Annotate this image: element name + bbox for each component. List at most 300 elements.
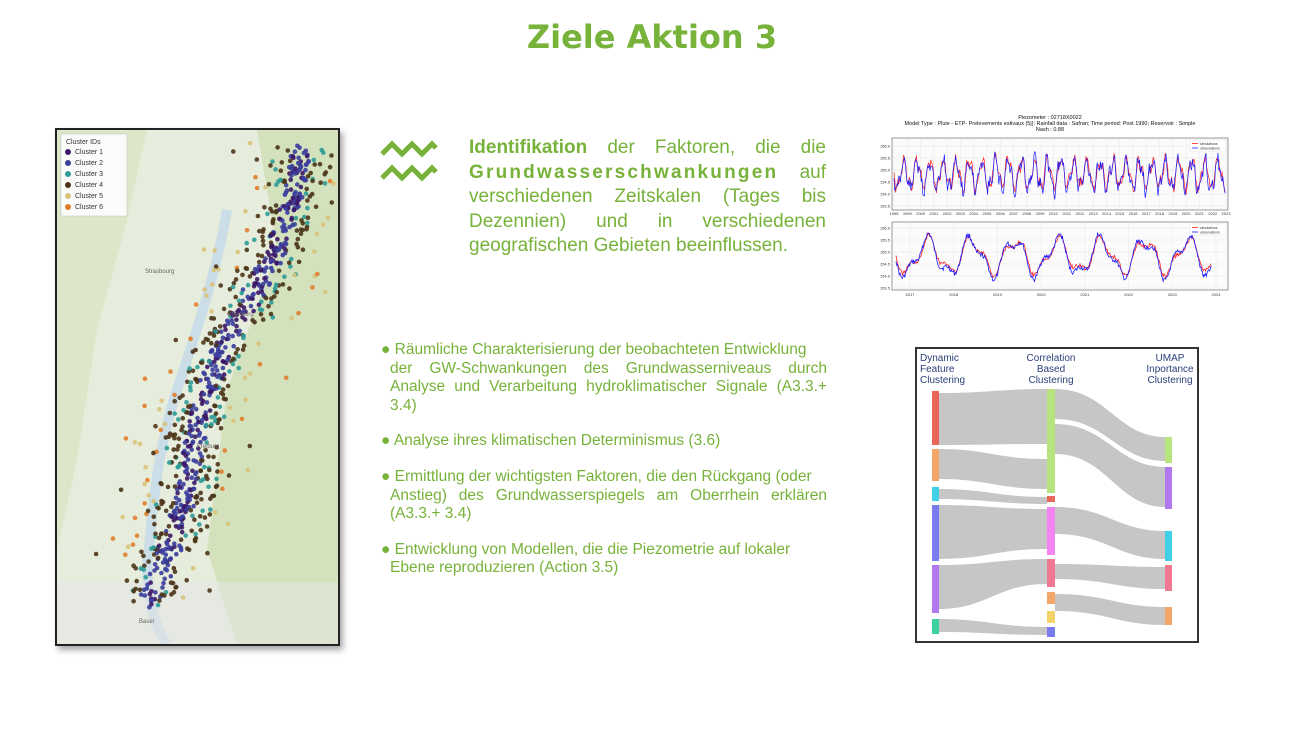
map-point	[300, 195, 305, 200]
ts-top-ytick: 156.0	[879, 143, 890, 149]
map-point	[248, 141, 253, 146]
map-point	[222, 396, 227, 401]
place-label: Basel	[139, 619, 155, 625]
map-point	[193, 348, 198, 353]
legend-obs: observations	[1200, 146, 1220, 151]
map-point	[215, 368, 220, 373]
map-point	[284, 236, 289, 241]
map-point	[172, 590, 177, 595]
map-point	[179, 546, 184, 551]
map-point	[289, 173, 294, 178]
map-point	[176, 417, 181, 422]
map-point	[216, 347, 221, 352]
map-point	[268, 281, 273, 286]
map-point	[300, 171, 305, 176]
map-point	[314, 205, 319, 210]
map-point	[153, 590, 158, 595]
map-point	[206, 377, 211, 382]
map-point	[202, 247, 207, 252]
map-point	[249, 304, 254, 309]
wave-icon	[380, 138, 438, 188]
map-point	[209, 422, 214, 427]
bullet-line: ● Ermittlung der wichtigsten Faktoren, die den Rückgang (oder	[381, 467, 812, 485]
map-point	[231, 285, 236, 290]
map-point	[146, 509, 151, 514]
map-point	[159, 532, 164, 537]
map-point	[197, 522, 202, 527]
map-point	[194, 407, 199, 412]
map-point	[202, 392, 207, 397]
map-point	[291, 154, 296, 159]
ts-top-xtick: 2023	[1221, 211, 1231, 216]
intro-rest: auf verschiedenen Zeitskalen (Tages bis Dezennien) und in verschiedenen geografischen Gebieten beeinflussen.	[469, 161, 826, 256]
map-point	[204, 417, 209, 422]
map-point	[231, 357, 236, 362]
intro-text	[469, 136, 826, 259]
map-point	[205, 477, 210, 482]
ts-top-xtick: 2018	[1155, 211, 1165, 216]
map-point	[149, 602, 154, 607]
map-point	[158, 481, 163, 486]
map-point	[179, 537, 184, 542]
map-point	[189, 380, 194, 385]
map-point	[178, 516, 183, 521]
map-point	[310, 192, 315, 197]
legend-obs: observations	[1200, 230, 1220, 235]
map-point	[255, 277, 260, 282]
map-point	[284, 376, 289, 381]
map-point	[187, 366, 192, 371]
map-point	[210, 282, 215, 287]
map-point	[312, 158, 317, 163]
map-point	[287, 260, 292, 265]
map-point	[328, 165, 333, 170]
map-point	[269, 266, 274, 271]
map-point	[283, 227, 288, 232]
map-point	[195, 416, 200, 421]
map-point	[289, 316, 294, 321]
map-point	[120, 515, 125, 520]
map-point	[209, 350, 214, 355]
map-point	[125, 578, 130, 583]
map-point	[172, 399, 177, 404]
map-point	[296, 156, 301, 161]
map-point	[269, 312, 274, 317]
map-point	[205, 365, 210, 370]
map-point	[189, 447, 194, 452]
ts-bottom-xtick: 2021	[1080, 292, 1090, 297]
ts-top-xtick: 2001	[929, 211, 939, 216]
sankey-col3-label: UMAP Inportance Clustering	[1146, 353, 1194, 386]
map-point	[310, 285, 315, 290]
map-point	[212, 333, 217, 338]
map-point	[186, 410, 191, 415]
map-point	[205, 551, 210, 556]
map-point	[280, 218, 285, 223]
map-point	[139, 550, 144, 555]
map-point	[173, 455, 178, 460]
map-point	[312, 249, 317, 254]
map-point	[195, 365, 200, 370]
map-point	[231, 149, 236, 154]
map-point	[180, 424, 185, 429]
map-point	[252, 284, 257, 289]
map-point	[206, 338, 211, 343]
map-point	[274, 203, 279, 208]
svg-text:Cluster 5: Cluster 5	[75, 193, 104, 200]
map-point	[227, 369, 232, 374]
map-point	[193, 532, 198, 537]
map-point	[199, 528, 204, 533]
map-point	[222, 415, 227, 420]
map-point	[277, 207, 282, 212]
map-point	[165, 446, 170, 451]
map-point	[162, 593, 167, 598]
ts-title-1: Piezometer : 02718X0022	[1018, 115, 1082, 121]
map-point	[192, 487, 197, 492]
map-point	[275, 237, 280, 242]
map-point	[296, 199, 301, 204]
map-point	[261, 282, 266, 287]
bullet-item	[381, 468, 827, 524]
map-point	[156, 556, 161, 561]
map-point	[222, 448, 227, 453]
map-point	[153, 424, 158, 429]
map-point	[193, 537, 198, 542]
map-point	[234, 329, 239, 334]
map-point	[218, 405, 223, 410]
map-point	[304, 162, 309, 167]
map-point	[173, 423, 178, 428]
map-point	[278, 245, 283, 250]
ts-top-xtick: 2005	[982, 211, 992, 216]
map-point	[245, 228, 250, 233]
map-point	[215, 469, 220, 474]
map-point	[142, 404, 147, 409]
map-point	[241, 347, 246, 352]
map-point	[294, 216, 299, 221]
map-point	[177, 436, 182, 441]
map-point	[259, 268, 264, 273]
map-point	[301, 221, 306, 226]
map-point	[305, 221, 310, 226]
map-point	[252, 238, 257, 243]
bullet-item	[381, 432, 827, 451]
map-point	[163, 422, 168, 427]
map-point	[213, 419, 218, 424]
ts-top-ytick: 154.5	[879, 179, 890, 185]
map-point	[318, 180, 323, 185]
map-point	[201, 371, 206, 376]
map-point	[147, 493, 152, 498]
map-point	[172, 566, 177, 571]
map-point	[187, 548, 192, 553]
legend-sim: simulations	[1200, 142, 1218, 146]
bullet-line: ● Räumliche Charakterisierung der beobachteten Entwicklung	[381, 341, 807, 358]
map-point	[181, 408, 186, 413]
map-point	[177, 509, 182, 514]
map-point	[269, 245, 274, 250]
bullet-line: ● Entwicklung von Modellen, die die Piezometrie auf lokaler	[381, 540, 791, 558]
map-point	[188, 404, 193, 409]
map-point	[164, 552, 169, 557]
map-point	[259, 312, 264, 317]
map-point	[174, 474, 179, 479]
bullet-item	[381, 341, 827, 415]
map-point	[324, 170, 329, 175]
map-point	[269, 296, 274, 301]
map-point	[175, 491, 180, 496]
map-point	[204, 423, 209, 428]
ts-legend-top	[1190, 140, 1226, 151]
map-point	[231, 418, 236, 423]
map-point	[138, 588, 143, 593]
map-point	[161, 581, 166, 586]
map-point	[270, 159, 275, 164]
place-label: Strasbourg	[145, 269, 175, 275]
map-point	[187, 419, 192, 424]
map-point	[240, 417, 245, 422]
map-point	[261, 243, 266, 248]
bullet-list	[381, 341, 827, 595]
bullet-line: ● Analyse ihres klimatischen Determinismus (3.6)	[381, 432, 721, 450]
map-point	[148, 572, 153, 577]
map-point	[246, 468, 251, 473]
map-point	[186, 457, 191, 462]
map-point	[235, 269, 240, 274]
ts-top-xtick: 2016	[1128, 211, 1138, 216]
map-point	[174, 585, 179, 590]
map-point	[248, 371, 253, 376]
map-point	[172, 436, 177, 441]
ts-top-xtick: 2015	[1115, 211, 1125, 216]
map-point	[188, 337, 193, 342]
map-point	[134, 579, 139, 584]
map-point	[138, 442, 143, 447]
map-point	[234, 317, 239, 322]
map-point	[326, 216, 331, 221]
map-point	[160, 585, 165, 590]
ts-bottom-xtick: 2017	[905, 292, 915, 297]
sankey-col2-label: Correlation Based Clustering	[1026, 353, 1076, 386]
map-point	[208, 512, 213, 517]
map-point	[181, 482, 186, 487]
map-point	[171, 501, 176, 506]
map-point	[261, 239, 266, 244]
ts-top-xtick: 2007	[1009, 211, 1018, 216]
ts-top-xtick: 2014	[1102, 211, 1111, 216]
legend-title: Cluster IDs	[66, 139, 101, 146]
map-point	[246, 283, 251, 288]
ts-top-xtick: 2012	[1075, 211, 1085, 216]
map-point	[200, 458, 205, 463]
map-point	[94, 552, 99, 557]
svg-text:Cluster 2: Cluster 2	[75, 160, 104, 167]
map-point	[172, 541, 177, 546]
cluster-map	[55, 128, 340, 646]
map-point	[175, 447, 180, 452]
ts-top-xtick: 2004	[969, 211, 979, 216]
map-point	[156, 603, 161, 608]
map-point	[282, 223, 287, 228]
ts-bottom-ytick: 153.5	[879, 285, 890, 291]
ts-top-ytick: 155.0	[879, 167, 890, 173]
map-point	[282, 274, 287, 279]
intro-mid: der Faktoren, die die	[587, 137, 826, 158]
map-point	[212, 316, 217, 321]
map-point	[282, 246, 287, 251]
map-point	[133, 516, 138, 521]
map-point	[181, 416, 186, 421]
map-point	[169, 556, 174, 561]
map-point	[143, 593, 148, 598]
map-point	[219, 426, 224, 431]
map-point	[205, 524, 210, 529]
map-point	[214, 343, 219, 348]
map-point	[213, 329, 218, 334]
map-point	[209, 341, 214, 346]
map-point	[289, 187, 294, 192]
map-point	[252, 320, 257, 325]
ts-bottom-xtick: 2023	[1167, 292, 1177, 297]
map-point	[330, 200, 335, 205]
map-point	[291, 223, 296, 228]
map-point	[189, 529, 194, 534]
map-point	[135, 533, 140, 538]
map-point	[145, 586, 150, 591]
map-point	[190, 469, 195, 474]
map-point	[133, 587, 138, 592]
map-point	[196, 420, 201, 425]
map-point	[143, 465, 148, 470]
map-point	[213, 364, 218, 369]
map-point	[304, 227, 309, 232]
map-point	[288, 178, 293, 183]
map-point	[157, 407, 162, 412]
map-point	[282, 180, 287, 185]
map-point	[262, 259, 267, 264]
map-point	[244, 241, 249, 246]
map-point	[305, 198, 310, 203]
map-point	[153, 531, 158, 536]
map-point	[285, 188, 290, 193]
map-point	[177, 485, 182, 490]
map-point	[291, 196, 296, 201]
map-point	[255, 186, 260, 191]
map-point	[215, 375, 220, 380]
map-point	[149, 589, 154, 594]
ts-bottom-xtick: 2018	[949, 292, 959, 297]
map-point	[304, 149, 309, 154]
ts-bottom-ytick: 155.5	[879, 237, 890, 243]
map-point	[209, 309, 214, 314]
map-point	[256, 253, 261, 258]
ts-top-xtick: 2021	[1194, 211, 1204, 216]
map-point	[329, 153, 334, 158]
map-point	[178, 479, 183, 484]
map-point	[168, 411, 173, 416]
map-point	[276, 179, 281, 184]
map-point	[170, 514, 175, 519]
map-point	[189, 475, 194, 480]
map-point	[287, 286, 292, 291]
map-point	[165, 542, 170, 547]
svg-text:Cluster 3: Cluster 3	[75, 171, 104, 178]
map-point	[257, 303, 262, 308]
ts-top-xtick: 2020	[1181, 211, 1191, 216]
map-point	[133, 566, 138, 571]
map-point	[216, 395, 221, 400]
map-point	[315, 232, 320, 237]
map-point	[169, 574, 174, 579]
map-point	[213, 510, 218, 515]
map-point	[152, 514, 157, 519]
map-point	[208, 507, 213, 512]
map-point	[143, 376, 148, 381]
ts-top-xtick: 2000	[916, 211, 926, 216]
map-point	[312, 162, 317, 167]
map-point	[208, 331, 213, 336]
map-canvas	[57, 130, 338, 644]
map-point	[151, 451, 156, 456]
map-point	[234, 277, 239, 282]
map-point	[124, 436, 129, 441]
map-point	[226, 333, 231, 338]
map-point	[212, 248, 217, 253]
map-point	[209, 363, 214, 368]
ts-top-xtick: 2006	[995, 211, 1005, 216]
map-point	[228, 304, 233, 309]
map-point	[275, 248, 280, 253]
map-point	[262, 205, 267, 210]
map-point	[238, 302, 243, 307]
map-point	[283, 193, 288, 198]
map-point	[250, 293, 255, 298]
map-point	[243, 209, 248, 214]
map-point	[191, 504, 196, 509]
map-point	[174, 552, 179, 557]
map-point	[280, 160, 285, 165]
ts-top-xtick: 2017	[1141, 211, 1151, 216]
map-point	[131, 542, 136, 547]
map-point	[305, 154, 310, 159]
map-point	[296, 311, 301, 316]
map-point	[193, 377, 198, 382]
map-point	[226, 357, 231, 362]
map-point	[199, 497, 204, 502]
map-point	[190, 514, 195, 519]
map-point	[222, 372, 227, 377]
map-point	[174, 496, 179, 501]
map-point	[172, 393, 177, 398]
map-point	[256, 214, 261, 219]
map-point	[188, 385, 193, 390]
map-point	[262, 276, 267, 281]
map-point	[261, 293, 266, 298]
map-point	[240, 273, 245, 278]
map-point	[164, 435, 169, 440]
map-point	[126, 544, 131, 549]
map-point	[296, 245, 301, 250]
map-point	[230, 334, 235, 339]
map-point	[260, 235, 265, 240]
map-point	[293, 166, 298, 171]
map-point	[184, 400, 189, 405]
map-point	[283, 251, 288, 256]
map-point	[271, 252, 276, 257]
map-point	[222, 307, 227, 312]
map-point	[207, 468, 212, 473]
